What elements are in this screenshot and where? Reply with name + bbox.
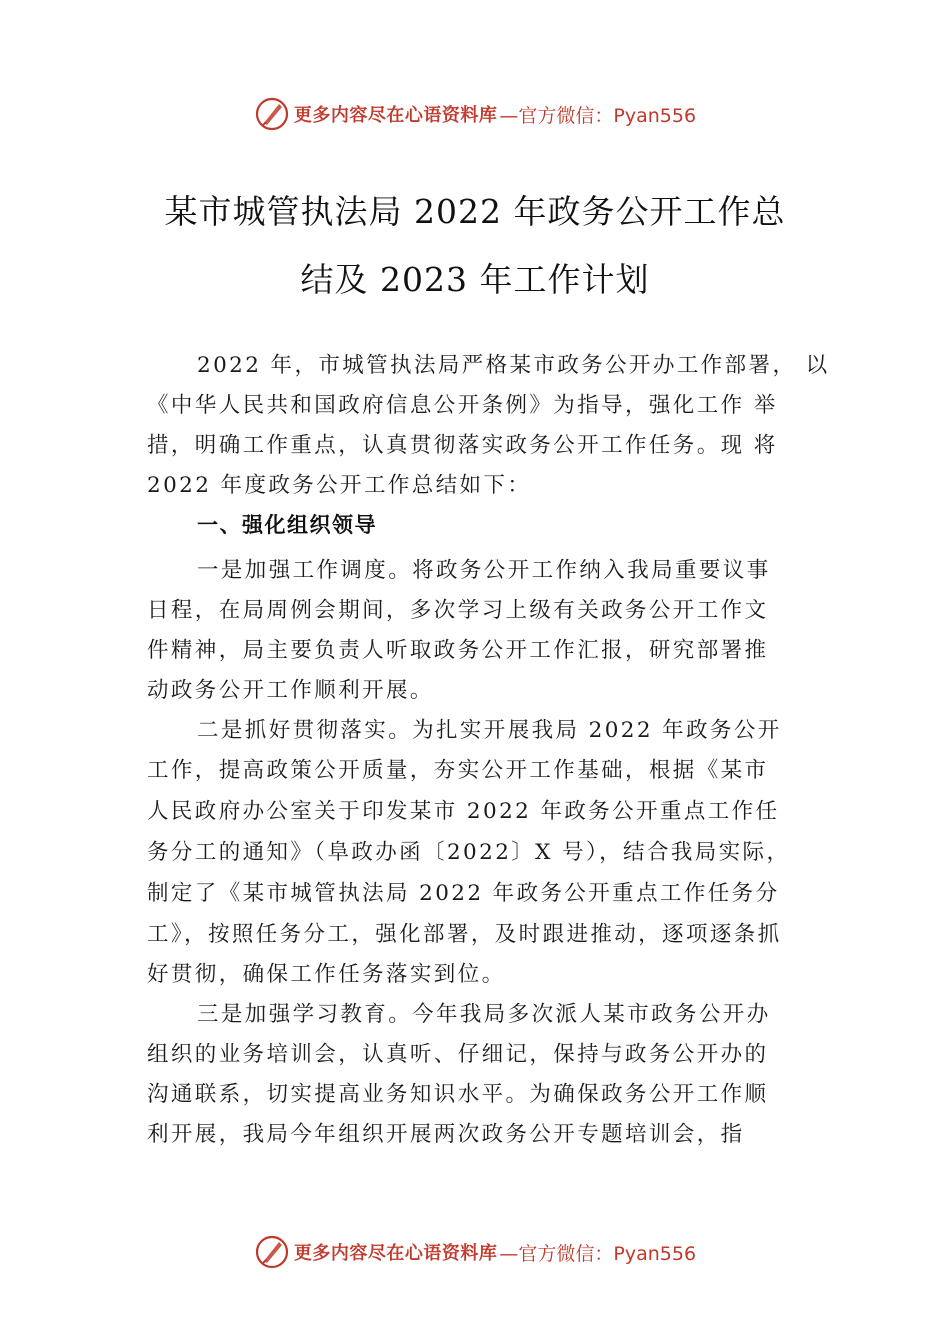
para2-line-6: 工》，按照任务分工，强化部署，及时跟进推动，逐项逐条抓 xyxy=(147,922,782,947)
watermark-banner-bottom xyxy=(0,1232,950,1272)
para1-line-1: 一是加强工作调度。将政务公开工作纳入我局重要议事 xyxy=(197,558,771,583)
para2-line-3: 人民政府办公室关于印发某市 2022 年政务公开重点工作任 xyxy=(147,799,780,824)
quill-pen-stamp-icon xyxy=(254,96,290,132)
para1-line-4: 动政务公开工作顺利开展。 xyxy=(147,678,434,703)
watermark-banner-top xyxy=(0,94,950,134)
para1-line-2: 日程，在局周例会期间，多次学习上级有关政务公开工作文 xyxy=(147,598,769,623)
para2-line-4: 务分工的通知》（阜政办函〔2022〕X 号），结合我局实际， xyxy=(147,840,791,865)
para3-line-2: 组织的业务培训会，认真听、仔细记，保持与政务公开办的 xyxy=(147,1042,769,1067)
para1-line-3: 件精神，局主要负责人听取政务公开工作汇报，研究部署推 xyxy=(147,638,769,663)
para3-line-1: 三是加强学习教育。今年我局多次派人某市政务公开办 xyxy=(197,1002,771,1027)
para3-line-4: 利开展，我局今年组织开展两次政务公开专题培训会，指 xyxy=(147,1122,745,1147)
para2-line-1: 二是抓好贯彻落实。为扎实开展我局 2022 年政务公开 xyxy=(197,718,782,743)
watermark-brand-text: 更多内容尽在心语资料库 xyxy=(293,105,498,126)
document-title-line-2: 结及 2023 年工作计划 xyxy=(300,260,650,299)
watermark-brand-text: 更多内容尽在心语资料库 xyxy=(293,1243,498,1264)
para2-line-2: 工作，提高政策公开质量，夯实公开工作基础，根据《某市 xyxy=(147,758,769,783)
document-title-line-1: 某市城管执法局 2022 年政务公开工作总 xyxy=(164,192,786,231)
intro-line-3: 措，明确工作重点，认真贯彻落实政务公开工作任务。现 将 xyxy=(147,433,778,458)
intro-line-1: 2022 年，市城管执法局严格某市政务公开办工作部署， 以 xyxy=(197,353,830,378)
intro-line-4: 2022 年度政务公开工作总结如下： xyxy=(147,473,532,498)
intro-line-2: 《中华人民共和国政府信息公开条例》为指导，强化工作 举 xyxy=(147,393,778,418)
watermark-wechat-text: —官方微信：Pyan556 xyxy=(499,1242,697,1265)
para3-line-3: 沟通联系，切实提高业务知识水平。为确保政务公开工作顺 xyxy=(147,1082,769,1107)
para2-line-7: 好贯彻，确保工作任务落实到位。 xyxy=(147,962,506,987)
para2-line-5: 制定了《某市城管执法局 2022 年政务公开重点工作任务分 xyxy=(147,881,780,906)
section-heading-1: 一、强化组织领导 xyxy=(197,513,377,537)
watermark-wechat-text: —官方微信：Pyan556 xyxy=(499,104,697,127)
quill-pen-stamp-icon xyxy=(254,1234,290,1270)
